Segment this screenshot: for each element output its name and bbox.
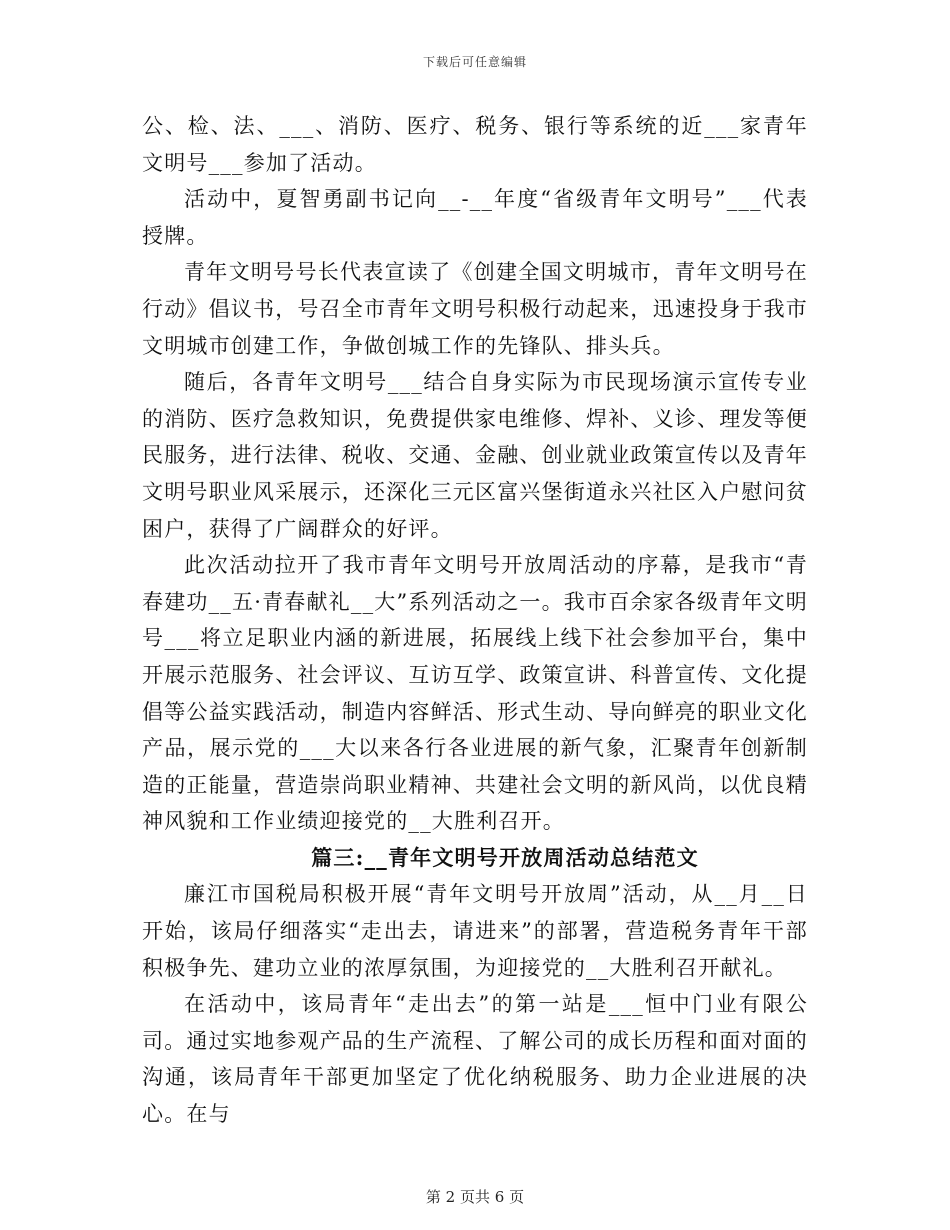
paragraph: 青年文明号号长代表宣读了《创建全国文明城市，青年文明号在行动》倡议书，号召全市青年文明号积极行动起来，迅速投身于我市文明城市创建工作，争做创城工作的先锋队、排头兵。 bbox=[142, 260, 808, 358]
document-body bbox=[142, 108, 808, 1133]
paragraph: 在活动中，该局青年“走出去”的第一站是___恒中门业有限公司。通过实地参观产品的生产流程、了解公司的成长历程和面对面的沟通，该局青年干部更加坚定了优化纳税服务、助力企业进展的决心。在与 bbox=[142, 992, 808, 1127]
page-header-note: 下载后可任意编辑 bbox=[422, 55, 527, 69]
paragraph: 活动中，夏智勇副书记向__-__年度“省级青年文明号”___代表授牌。 bbox=[142, 187, 808, 248]
paragraph: 廉江市国税局积极开展“青年文明号开放周”活动，从__月__日开始，该局仔细落实“走出去，请进来”的部署，营造税务青年干部积极争先、建功立业的浓厚氛围，为迎接党的__大胜利召开献礼。 bbox=[142, 882, 808, 980]
page-number: 第 2 页共 6 页 bbox=[425, 1188, 525, 1206]
section-title: 篇三:__青年文明号开放周活动总结范文 bbox=[311, 844, 699, 870]
paragraph-continuation: 公、检、法、___、消防、医疗、税务、银行等系统的近___家青年文明号___参加了活动。 bbox=[142, 114, 808, 175]
paragraph: 此次活动拉开了我市青年文明号开放周活动的序幕，是我市“青春建功__五·青春献礼__大”系列活动之一。我市百余家各级青年文明号___将立足职业内涵的新进展，拓展线上线下社会参加平台，集中开展示范服务、社会评议、互访互学、政策宣讲、科普宣传、文化提倡等公益实践活动，制造内容鲜活、形式生动、导向鲜亮的职业文化产品，展示党的___大以来各行各业进展的新气象，汇聚青年创新制造的正能量，营造崇尚职业精神、共建社会文明的新风尚，以优良精神风貌和工作业绩迎接党的__大胜利召开。 bbox=[142, 553, 809, 834]
paragraph: 随后，各青年文明号___结合自身实际为市民现场演示宣传专业的消防、医疗急救知识，免费提供家电维修、焊补、义诊、理发等便民服务，进行法律、税收、交通、金融、创业就业政策宣传以及青年文明号职业风采展示，还深化三元区富兴堡街道永兴社区入户慰问贫困户，获得了广阔群众的好评。 bbox=[142, 370, 808, 541]
